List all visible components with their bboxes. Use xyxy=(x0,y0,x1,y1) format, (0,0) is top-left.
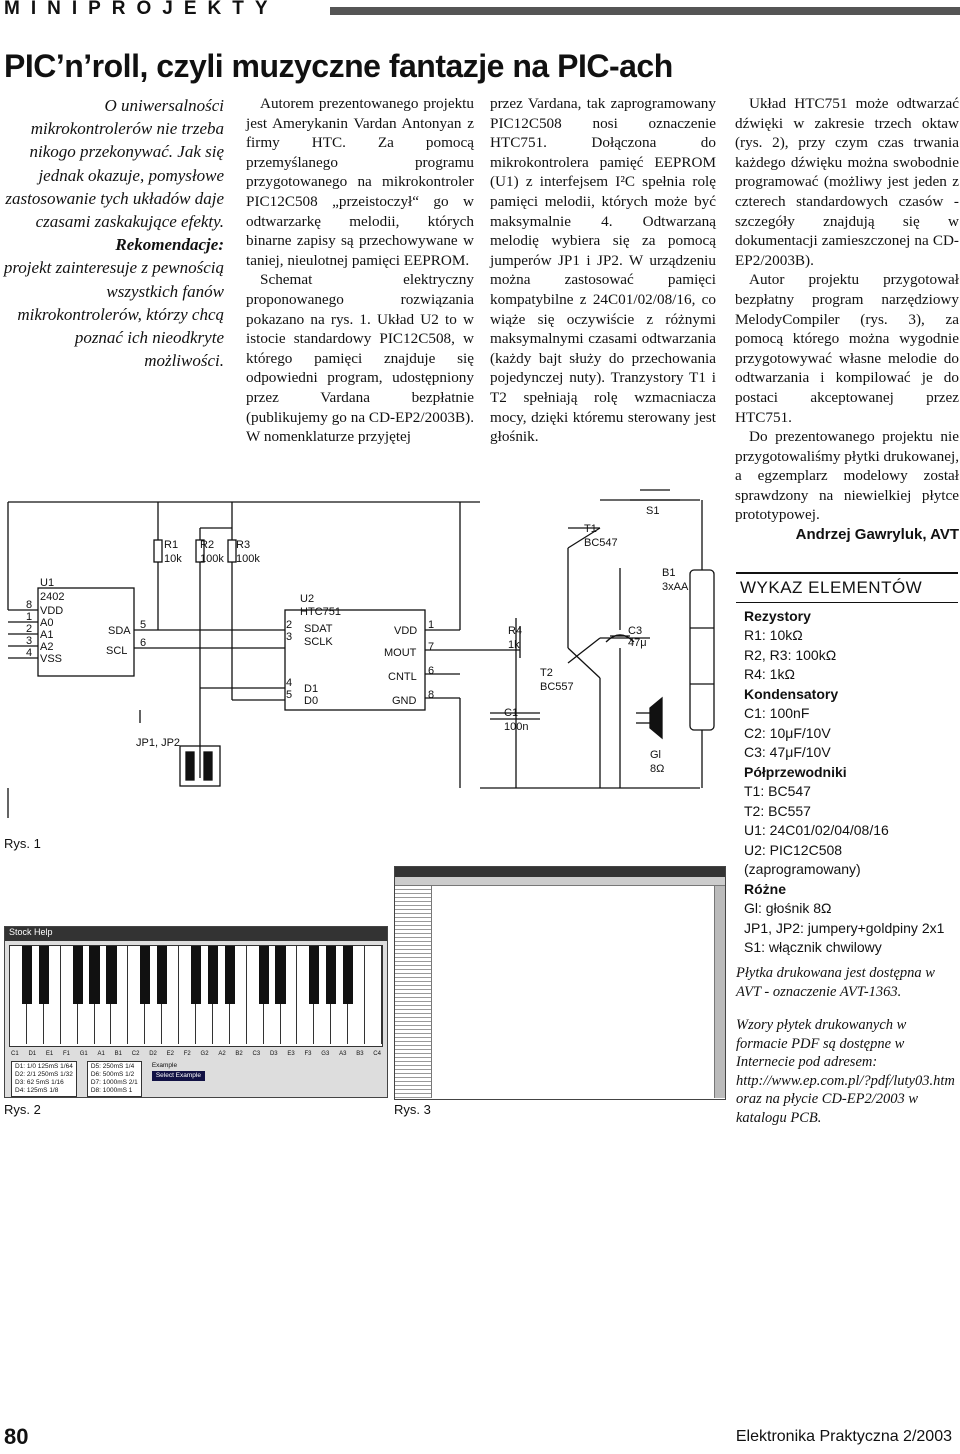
note-label: D3 xyxy=(269,1051,278,1057)
u2-pin-sdat: SDAT xyxy=(304,623,333,635)
pin-number: 4 xyxy=(286,677,293,689)
u2-pin-mout: MOUT xyxy=(384,647,417,659)
parts-group: Półprzewodniki xyxy=(744,763,847,780)
t1-label: T1 xyxy=(584,523,597,535)
t1-type: BC547 xyxy=(584,537,618,549)
u2-type: HTC751 xyxy=(300,606,341,618)
u2-label: U2 xyxy=(300,593,315,605)
note-label: F3 xyxy=(304,1051,312,1057)
duration-item[interactable]: D8: 1000mS 1 xyxy=(90,1087,133,1094)
parts-item: C1: 100nF xyxy=(744,705,810,721)
pin-number: 2 xyxy=(26,623,33,635)
durations-list xyxy=(87,1061,142,1097)
note-label: C3 xyxy=(252,1051,261,1057)
parts-item: Gl: głośnik 8Ω xyxy=(744,900,832,916)
u2-pin-gnd: GND xyxy=(392,695,417,707)
section-title: MINIPROJEKTY xyxy=(4,0,279,19)
u1-type: 2402 xyxy=(40,591,65,603)
jumper-label: JP1, JP2 xyxy=(136,737,181,749)
paragraph: Autorem prezentowanego projektu jest Amerykanin Vardan Antonyan z firmy HTC. Za pomocą przemyślanego programu przygotowanego na mikrokontroler PIC12C508 „przeistoczył“ go w odtwarzarkę melodii, których binarne zapisy są przechowywane w taniej, nieulotnej pamięci EEPROM. xyxy=(246,95,474,269)
pin-number: 4 xyxy=(26,647,33,659)
t2-type: BC557 xyxy=(540,681,574,693)
note-label: A2 xyxy=(218,1051,226,1057)
note-label: B2 xyxy=(235,1051,243,1057)
parts-item: C2: 10μF/10V xyxy=(744,724,831,741)
black-key[interactable] xyxy=(191,946,201,1004)
note-label: B3 xyxy=(356,1051,364,1057)
parts-item: U2: PIC12C508 xyxy=(744,841,843,858)
duration-item[interactable]: D2: 2/1 250mS 1/32 xyxy=(15,1071,73,1078)
pin-number: 1 xyxy=(26,611,33,623)
parts-list xyxy=(736,572,958,958)
u1-pin-a1: A1 xyxy=(40,629,54,641)
article-title: PIC’n’roll, czyli muzyczne fantazje na PIC-ach xyxy=(4,48,673,84)
rys2-screenshot xyxy=(4,926,388,1098)
r1-label: R1 xyxy=(164,539,179,551)
black-key[interactable] xyxy=(39,946,49,1004)
u2-pin-d0: D0 xyxy=(304,695,319,707)
page-number: 80 xyxy=(4,1424,29,1449)
white-key[interactable] xyxy=(365,946,382,1044)
note-label: A3 xyxy=(339,1051,347,1057)
note-label: C1 xyxy=(11,1051,19,1057)
duration-item[interactable]: D7: 1000mS 2/1 xyxy=(90,1079,138,1086)
parts-item: T1: BC547 xyxy=(744,783,811,799)
note-labels xyxy=(11,1051,381,1057)
page-header xyxy=(0,0,960,22)
gl-value: 8Ω xyxy=(650,763,665,775)
note-label: A1 xyxy=(97,1051,105,1057)
black-key[interactable] xyxy=(259,946,269,1004)
keyboard xyxy=(9,945,383,1047)
r2-value: 100k xyxy=(200,553,224,565)
parts-item: R2, R3: 100kΩ xyxy=(744,646,837,663)
pin-number: 1 xyxy=(428,619,435,631)
duration-panel xyxy=(11,1061,381,1097)
paragraph: Schemat elektryczny proponowanego rozwiązania pokazano na rys. 1. Układ U2 to w istocie standardowy PIC12C508, w którego pamięci znajduje się odpowiedni program, udostępniony przez Vardana bezpłatnie (publikujemy go na CD-EP2/2003B). W nomenklaturze przyjętej xyxy=(246,271,474,446)
note-label: G3 xyxy=(321,1051,330,1057)
u2-pin-sclk: SCLK xyxy=(304,636,333,648)
pin-number: 8 xyxy=(26,599,33,611)
author: Andrzej Gawryluk, AVT xyxy=(795,526,959,544)
u2-pin-cntl: CNTL xyxy=(388,671,417,683)
code-editor xyxy=(432,886,714,1098)
scrollbar[interactable] xyxy=(714,886,725,1098)
black-key[interactable] xyxy=(326,946,336,1004)
pin-number: 2 xyxy=(286,619,293,631)
pin-number: 6 xyxy=(140,637,147,649)
black-key[interactable] xyxy=(157,946,167,1004)
intro-paragraph: O uniwersalności mikrokontrolerów nie trzeba nikogo przekonywać. Jak się jednak okazuje, pomysłowe zastosowanie tych układów daje czasami zaskakujące efekty. xyxy=(5,96,224,232)
parts-items xyxy=(736,607,958,958)
u2-pin-d1: D1 xyxy=(304,683,319,695)
note-label: D1 xyxy=(28,1051,37,1057)
black-key[interactable] xyxy=(140,946,150,1004)
t2-label: T2 xyxy=(540,667,553,679)
r4-value: 1k xyxy=(508,639,520,651)
note-label: C2 xyxy=(131,1051,140,1057)
r3-value: 100k xyxy=(236,553,260,565)
example-panel xyxy=(152,1061,205,1097)
r2-label: R2 xyxy=(200,539,215,551)
u1-pin-sda: SDA xyxy=(108,625,131,637)
duration-item[interactable]: D5: 250mS 1/4 xyxy=(90,1063,135,1070)
c1-label: C1 xyxy=(504,707,519,719)
example-label: Example xyxy=(151,1062,178,1069)
parts-item: (zaprogramowany) xyxy=(744,861,861,877)
parts-item: R1: 10kΩ xyxy=(744,627,803,643)
parts-item: S1: włącznik chwilowy xyxy=(744,939,882,955)
toolbar xyxy=(395,877,725,886)
b1-label: B1 xyxy=(662,567,676,579)
note-label: B1 xyxy=(114,1051,122,1057)
b1-value: 3xAA xyxy=(662,581,689,593)
u1-pin-vss: VSS xyxy=(40,653,63,665)
parts-item: T2: BC557 xyxy=(744,802,811,819)
caption-rys3: Rys. 3 xyxy=(394,1102,431,1117)
black-key[interactable] xyxy=(225,946,235,1004)
paragraph: Do prezentowanego projektu nie przygotowaliśmy płytki drukowanej, a egzemplarz modelowy został sprawdzony na niewielkiej płytce prototypowej. xyxy=(735,428,959,524)
c1-value: 100n xyxy=(504,721,529,733)
duration-item[interactable]: D1: 1/0 125mS 1/64 xyxy=(15,1063,73,1070)
paragraph: przez Vardana, tak zaprogramowany PIC12C508 nosi oznaczenie HTC751. Dołączona do mikrokontrolera pamięć EEPROM (U1) z interfejsem I²C spełnia rolę pamięci melodii, których może być maksymalnie 4. Odtwarzaną melodię wybiera się za pomocą jumperów JP1 i JP2. W urządzeniu można zastosować pamięci kompatybilne z 24C01/02/08/16, co wiąże się oczywiście z różnymi maksymalnymi czasami odtwarzania (każdy bajt służy do przechowania pojedynczej nuty). Tranzystory T1 i T2 spełniają rolę wzmacniacza mocy, dzięki któremu sterowany jest głośnik. xyxy=(490,95,716,446)
u1-pin-a2: A2 xyxy=(40,641,54,653)
pin-number: 7 xyxy=(428,641,435,653)
pin-number: 6 xyxy=(428,665,435,677)
note-label: D2 xyxy=(149,1051,157,1057)
gl-label: Gl xyxy=(650,749,661,761)
black-key[interactable] xyxy=(106,946,116,1004)
duration-item[interactable]: D4: 125mS 1/8 xyxy=(15,1087,59,1094)
note-label: E2 xyxy=(166,1051,174,1057)
speaker xyxy=(650,698,662,738)
pin-number: 5 xyxy=(140,619,147,631)
duration-item[interactable]: D3: 62 5mS 1/16 xyxy=(15,1079,64,1086)
r3-label: R3 xyxy=(236,539,251,551)
u2-pin-vdd: VDD xyxy=(394,625,418,637)
s1-label: S1 xyxy=(646,505,660,517)
pin-number: 3 xyxy=(26,635,33,647)
parts-title: WYKAZ ELEMENTÓW xyxy=(736,572,958,603)
r4-label: R4 xyxy=(508,625,523,637)
black-key[interactable] xyxy=(343,946,353,1004)
note-label: G1 xyxy=(79,1051,88,1057)
pdf-note: Wzory płytek drukowanych w formacie PDF są dostępne w Internecie pod adresem: http://www.ep.com.pl/?pdf/luty03.htm oraz na płycie CD-EP2/2003 w katalogu PCB. xyxy=(736,1017,955,1126)
black-key[interactable] xyxy=(22,946,32,1004)
window-titlebar xyxy=(395,867,725,877)
caption-rys1: Rys. 1 xyxy=(4,836,41,851)
note-label: F2 xyxy=(183,1051,191,1057)
parts-item: C3: 47μF/10V xyxy=(744,744,831,760)
article-column-4 xyxy=(735,94,959,545)
black-key[interactable] xyxy=(275,946,285,1004)
u1-pin-a0: A0 xyxy=(40,617,54,629)
example-select[interactable]: Select Example xyxy=(152,1071,205,1081)
pin-number: 5 xyxy=(286,689,293,701)
schematic-rys1 xyxy=(0,488,730,860)
recommendation-label: Rekomendacje: xyxy=(115,235,224,255)
parts-item: R4: 1kΩ xyxy=(744,666,795,682)
pin-number: 8 xyxy=(428,689,435,701)
parts-item: U1: 24C01/02/04/08/16 xyxy=(744,822,889,838)
c3-label: C3 xyxy=(628,625,643,637)
window-titlebar: Stock Help xyxy=(5,927,387,941)
paragraph: Autor projektu przygotował bezpłatny program narzędziowy MelodyCompiler (rys. 3), za pomocą którego można wygodnie przygotowywać własne melodie do odtwarzania i kompilować je do postaci akceptowanej przez HTC751. xyxy=(735,271,959,426)
black-key[interactable] xyxy=(73,946,83,1004)
parts-item: JP1, JP2: jumpery+goldpiny 2x1 xyxy=(744,919,945,936)
note-label: E1 xyxy=(45,1051,54,1057)
u1-pin-vdd: VDD xyxy=(40,605,64,617)
intro-text xyxy=(2,94,224,372)
black-key[interactable] xyxy=(208,946,218,1004)
paragraph: Układ HTC751 może odtwarzać dźwięki w zakresie trzech oktaw (rys. 2), przy czym czas trwania każdego dźwięku można swobodnie programować (możliwy jest jeden z czterech standardowych czasów - szczegóły znajdują się w dokumentacji zamieszczonej na CD-EP2/2003B). xyxy=(735,95,959,269)
pcb-note: Płytka drukowana jest dostępna w AVT - oznaczenie AVT-1363. xyxy=(736,965,935,1000)
u1-label: U1 xyxy=(40,577,55,589)
article-column-3 xyxy=(490,94,716,447)
parts-group: Rezystory xyxy=(744,607,811,624)
black-key[interactable] xyxy=(89,946,99,1004)
parts-group: Różne xyxy=(744,880,786,897)
note-label: G2 xyxy=(200,1051,209,1057)
u1-pin-scl: SCL xyxy=(106,645,128,657)
c3-value: 47μ xyxy=(628,637,647,649)
r1-value: 10k xyxy=(164,553,182,565)
magazine-footer: Elektronika Praktyczna 2/2003 xyxy=(735,1428,952,1445)
duration-item[interactable]: D6: 500mS 1/2 xyxy=(90,1071,135,1078)
note-label: F1 xyxy=(62,1051,70,1057)
rys3-screenshot xyxy=(394,866,726,1100)
code-list xyxy=(395,886,432,1098)
note-label: C4 xyxy=(373,1051,381,1057)
black-key[interactable] xyxy=(309,946,319,1004)
note-label: E3 xyxy=(287,1051,295,1057)
durations-list xyxy=(11,1061,77,1097)
recommendation-text: projekt zainteresuje z pewnością wszystkich fanów mikrokontrolerów, którzy chcą poznać ich nieodkryte możliwości. xyxy=(3,258,224,371)
pin-number: 3 xyxy=(286,631,293,643)
battery-pack xyxy=(690,570,714,730)
caption-rys2: Rys. 2 xyxy=(4,1102,41,1117)
article-column-2 xyxy=(246,94,474,447)
parts-group: Kondensatory xyxy=(744,685,839,702)
editor-area xyxy=(395,886,725,1098)
header-bar xyxy=(330,7,960,15)
